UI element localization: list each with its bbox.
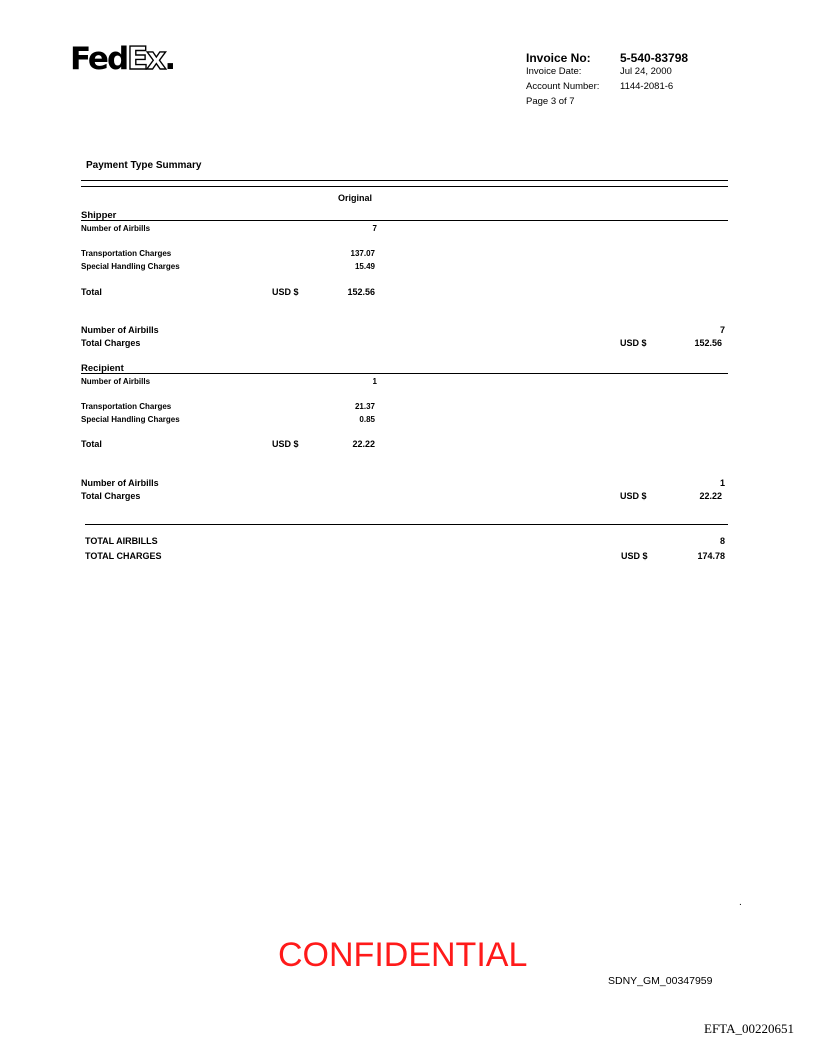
- shipper-special-value: 15.49: [354, 262, 375, 271]
- total-charges-label: TOTAL CHARGES: [85, 551, 162, 561]
- divider: [81, 186, 728, 187]
- shipper-total-currency: USD $: [272, 287, 299, 297]
- total-airbills-label: TOTAL AIRBILLS: [85, 536, 158, 546]
- recipient-total-label: Total: [81, 439, 102, 449]
- shipper-transport-value: 137.07: [350, 249, 375, 258]
- recipient-airbills-value: 1: [372, 377, 377, 386]
- divider: [81, 373, 728, 374]
- recipient-airbills-label: Number of Airbills: [81, 377, 151, 386]
- logo-ex-text: Ex: [127, 41, 165, 77]
- shipper-heading: Shipper: [81, 210, 117, 221]
- total-airbills-value: 8: [719, 536, 725, 546]
- shipper-total-value: 152.56: [347, 287, 375, 297]
- account-number-value: 1144-2081-6: [620, 81, 674, 92]
- total-charges-value: 174.78: [697, 551, 725, 561]
- shipper-airbills-label: Number of Airbills: [81, 224, 151, 233]
- recipient-special-label: Special Handling Charges: [81, 415, 180, 424]
- logo-dot-text: .: [164, 41, 175, 77]
- shipper-special-label: Special Handling Charges: [81, 262, 180, 271]
- invoice-date-label: Invoice Date:: [526, 66, 582, 77]
- recipient-transport-label: Transportation Charges: [81, 402, 172, 411]
- invoice-no-value: 5-540-83798: [620, 51, 689, 65]
- recipient-total-currency: USD $: [272, 439, 299, 449]
- invoice-no-label: Invoice No:: [526, 51, 591, 65]
- stray-dot: .: [739, 897, 742, 908]
- account-number-label: Account Number:: [526, 81, 600, 92]
- confidential-stamp: CONFIDENTIAL: [278, 936, 528, 974]
- recipient-transport-value: 21.37: [354, 402, 375, 411]
- divider: [81, 220, 728, 221]
- column-header-original: Original: [338, 193, 373, 203]
- divider: [85, 524, 728, 525]
- bates-number: SDNY_GM_00347959: [608, 975, 713, 987]
- invoice-date-value: Jul 24, 2000: [620, 66, 672, 77]
- recipient-heading: Recipient: [81, 363, 124, 374]
- logo-fed-text: Fed: [70, 41, 128, 77]
- shipper-airbills-value: 7: [372, 224, 377, 233]
- total-charges-currency: USD $: [621, 551, 648, 561]
- shipper-sub-charges-value: 152.56: [694, 338, 722, 348]
- divider: [81, 180, 728, 181]
- recipient-sub-charges-label: Total Charges: [81, 491, 141, 501]
- recipient-special-value: 0.85: [359, 415, 375, 424]
- shipper-sub-charges-label: Total Charges: [81, 338, 141, 348]
- recipient-sub-airbills-label: Number of Airbills: [81, 478, 159, 488]
- page-indicator: Page 3 of 7: [526, 96, 575, 107]
- shipper-total-label: Total: [81, 287, 102, 297]
- recipient-total-value: 22.22: [352, 439, 375, 449]
- shipper-transport-label: Transportation Charges: [81, 249, 172, 258]
- shipper-sub-airbills-label: Number of Airbills: [81, 325, 159, 335]
- shipper-sub-airbills-value: 7: [719, 325, 725, 335]
- summary-title: Payment Type Summary: [86, 160, 202, 171]
- efta-number: EFTA_00220651: [704, 1021, 794, 1036]
- recipient-sub-charges-value: 22.22: [699, 491, 722, 501]
- fedex-logo: [70, 41, 180, 80]
- recipient-sub-airbills-value: 1: [719, 478, 725, 488]
- recipient-sub-currency: USD $: [620, 491, 647, 501]
- shipper-sub-currency: USD $: [620, 338, 647, 348]
